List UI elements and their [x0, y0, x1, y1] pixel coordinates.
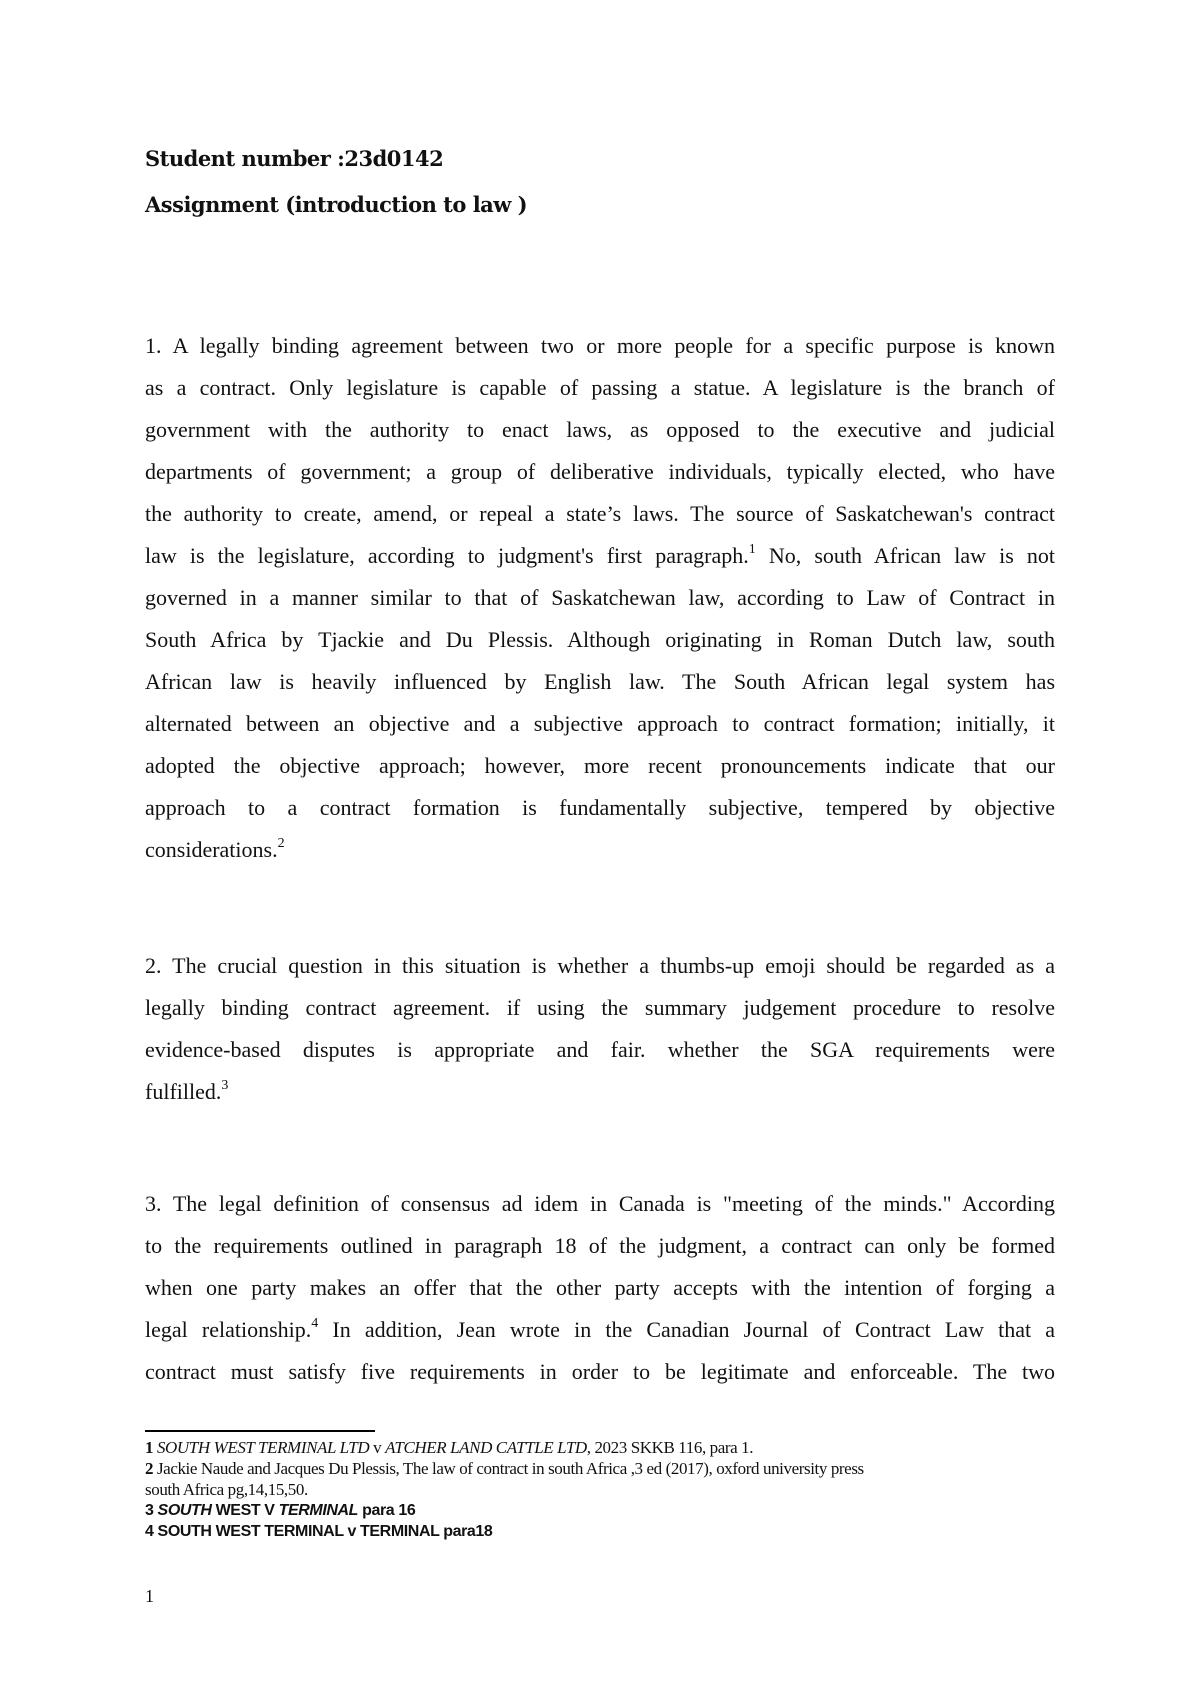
footnote-text: para 16: [358, 1502, 416, 1519]
footnote-2: [145, 1458, 1065, 1479]
paragraph-1: [145, 325, 1055, 871]
paragraph-line: 2. The crucial question in this situation is whether a thumbs-up emoji should be regarded as a: [145, 953, 1055, 978]
paragraph-line: 1. A legally binding agreement between two or more people for a specific purpose is known: [145, 333, 1055, 358]
paragraph-line: contract must satisfy five requirements in order to be legitimate and enforceable. The two: [145, 1359, 1055, 1384]
paragraph-line-with-ref: [145, 1071, 1055, 1113]
footnote-number: 3: [145, 1502, 158, 1519]
paragraph-line: adopted the objective approach; however, more recent pronouncements indicate that our: [145, 753, 1055, 778]
paragraph-line: governed in a manner similar to that of Saskatchewan law, according to Law of Contract in: [145, 585, 1055, 610]
paragraph-line: African law is heavily influenced by English law. The South African legal system has: [145, 669, 1055, 694]
paragraph-line: as a contract. Only legislature is capable of passing a statue. A legislature is the branch of: [145, 375, 1055, 400]
paragraph-2: [145, 945, 1055, 1113]
paragraph-line: South Africa by Tjackie and Du Plessis. Although originating in Roman Dutch law, south: [145, 627, 1055, 652]
paragraph-text: law is the legislature, according to judgment's first paragraph.: [145, 543, 749, 568]
paragraph-line: legally binding contract agreement. if using the summary judgement procedure to resolve: [145, 995, 1055, 1020]
footnote-text: SOUTH WEST TERMINAL v TERMINAL para18: [157, 1523, 493, 1540]
footnote-4: [145, 1521, 1065, 1542]
footnote-number: 2: [145, 1459, 157, 1478]
paragraph-text: No, south African law is not: [755, 543, 1055, 568]
case-name: TERMINAL: [278, 1502, 359, 1519]
footnote-1: [145, 1437, 1065, 1458]
paragraph-line-with-ref: [145, 1309, 1055, 1351]
paragraph-line: government with the authority to enact laws, as opposed to the executive and judicial: [145, 417, 1055, 442]
student-number-heading: Student number :23d0142: [145, 146, 444, 171]
footnote-text: , 2023 SKKB 116, para 1.: [586, 1438, 754, 1457]
paragraph-text: fulfilled.: [145, 1079, 222, 1104]
paragraph-line: alternated between an objective and a subjective approach to contract formation; initially, it: [145, 711, 1055, 736]
paragraph-line: departments of government; a group of deliberative individuals, typically elected, who have: [145, 459, 1055, 484]
footnote-separator: [145, 1430, 375, 1432]
footnote-3: [145, 1500, 1065, 1521]
paragraph-text: considerations.: [145, 837, 278, 862]
paragraph-3: [145, 1183, 1055, 1393]
case-name: ATCHER LAND CATTLE LTD: [385, 1438, 587, 1457]
footnote-ref-1[interactable]: 1: [748, 541, 756, 557]
assignment-title: Assignment (introduction to law ): [145, 192, 528, 217]
paragraph-line-with-ref: [145, 829, 1055, 871]
paragraph-line: when one party makes an offer that the other party accepts with the intention of forging a: [145, 1275, 1055, 1300]
footnote-ref-3[interactable]: 3: [221, 1077, 229, 1093]
footnote-number: 1: [145, 1438, 157, 1457]
paragraph-line-with-ref: [145, 535, 1055, 577]
case-name: SOUTH: [157, 1502, 212, 1519]
footnote-ref-2[interactable]: 2: [277, 835, 285, 851]
case-name: SOUTH WEST TERMINAL LTD: [156, 1438, 370, 1457]
footnote-ref-4[interactable]: 4: [311, 1315, 319, 1331]
paragraph-line: 3. The legal definition of consensus ad idem in Canada is "meeting of the minds." According: [145, 1191, 1055, 1216]
footnote-text: Jackie Naude and Jacques Du Plessis, The law of contract in south Africa ,3 ed (2017), oxford university press: [156, 1459, 864, 1478]
paragraph-line: the authority to create, amend, or repeal a state’s laws. The source of Saskatchewan's contract: [145, 501, 1055, 526]
paragraph-text: In addition, Jean wrote in the Canadian Journal of Contract Law that a: [318, 1317, 1055, 1342]
page-number: 1: [145, 1586, 154, 1606]
footnote-number: 4: [145, 1523, 158, 1540]
paragraph-line: to the requirements outlined in paragraph 18 of the judgment, a contract can only be formed: [145, 1233, 1055, 1258]
paragraph-line: approach to a contract formation is fundamentally subjective, tempered by objective: [145, 795, 1055, 820]
footnote-text: WEST V: [211, 1502, 279, 1519]
footnote-text: v: [369, 1438, 386, 1457]
footnote-2-continued: south Africa pg,14,15,50.: [145, 1480, 308, 1499]
paragraph-line: evidence-based disputes is appropriate and fair. whether the SGA requirements were: [145, 1037, 1055, 1062]
paragraph-text: legal relationship.: [145, 1317, 312, 1342]
footnotes: [145, 1437, 1065, 1542]
